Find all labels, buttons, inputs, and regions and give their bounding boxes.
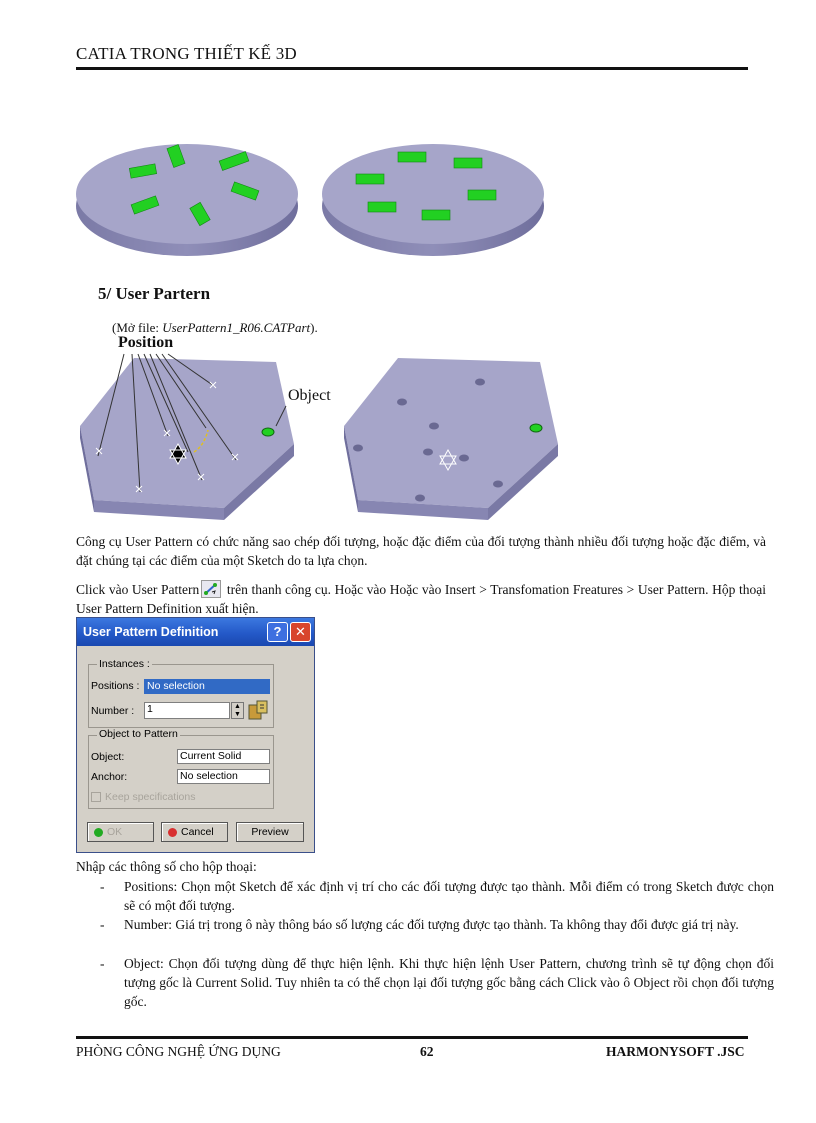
page-number: 62	[420, 1044, 434, 1059]
anchor-label: Anchor:	[91, 771, 128, 783]
paragraph-description: Công cụ User Pattern có chức năng sao chép đối tượng, hoặc đặc điểm của đối tượng thành nhiều đối tượng hoặc đặc điểm, và đặt chúng tại các điểm của một Sketch do ta lựa chọn.	[76, 534, 766, 568]
hexagon-left	[80, 354, 294, 520]
object-field[interactable]: Current Solid	[177, 749, 270, 764]
bullet-text: Positions: Chọn một Sketch để xác định vị trí cho các đối tượng được tạo thành. Mỗi điểm có trong Sketch được chọn sẽ có một đối tượng.	[124, 879, 774, 913]
bullet-positions	[100, 877, 774, 917]
help-button[interactable]: ?	[267, 622, 288, 642]
keep-spec-label: Keep specifications	[105, 791, 196, 803]
header-rule	[76, 67, 748, 70]
ok-icon	[94, 828, 103, 837]
preview-button[interactable]: Preview	[236, 822, 304, 842]
circular-pattern-figure	[76, 132, 616, 260]
anchor-field[interactable]: No selection	[177, 769, 270, 784]
paragraph-instructions	[76, 580, 766, 618]
close-button[interactable]: ✕	[290, 622, 311, 642]
number-field[interactable]: 1	[144, 702, 230, 719]
object-label: Object:	[91, 751, 125, 763]
number-label: Number :	[91, 705, 135, 717]
footer-right: HARMONYSOFT .JSC	[606, 1044, 745, 1059]
ok-label: OK	[107, 826, 123, 838]
instructions-before-icon: Click vào User Pattern	[76, 582, 200, 597]
bullet-text: Object: Chọn đối tượng dùng để thực hiện lệnh. Khi thực hiện lệnh User Pattern, chương trình sẽ tự động chọn đối tượng gốc là Current Solid. Tuy nhiên ta có thể chọn lại đối tượng gốc bằng cách Click vào ô Object rồi chọn đối tượng gốc.	[124, 956, 774, 1009]
footer-rule	[76, 1036, 748, 1039]
label-object: Object	[288, 387, 331, 404]
open-file-name: UserPattern1_R06.CATPart	[162, 320, 311, 335]
keep-spec-checkbox[interactable]	[91, 792, 101, 802]
ok-button[interactable]	[87, 822, 154, 842]
positions-label: Positions :	[91, 680, 140, 692]
footer-left: PHÒNG CÔNG NGHỆ ỨNG DỤNG	[76, 1044, 281, 1059]
instances-group-label: Instances :	[99, 658, 150, 670]
instructions-after-icon: trên thanh công cụ. Hoặc vào Hoặc vào Insert > Transfomation Freatures > User Pattern. Hộp thoại User Pattern Definition xuất hiện.	[76, 582, 766, 616]
spin-down-icon: ▼	[234, 711, 241, 718]
formula-icon[interactable]	[247, 699, 269, 721]
open-file-suffix: ).	[310, 320, 318, 335]
user-pattern-icon	[201, 580, 221, 598]
positions-field[interactable]: No selection	[144, 679, 270, 694]
bullet-dash: -	[100, 956, 105, 971]
open-file-prefix: (Mở file:	[112, 320, 163, 335]
dialog-title: User Pattern Definition	[77, 618, 314, 646]
bullet-dash: -	[100, 917, 105, 932]
hexagon-right	[344, 358, 558, 520]
spin-up-icon: ▲	[234, 703, 241, 710]
bullet-dash: -	[100, 879, 105, 894]
disc-left	[76, 144, 298, 256]
cancel-label: Cancel	[181, 826, 214, 838]
disc-right	[322, 144, 544, 256]
cancel-button[interactable]	[161, 822, 228, 842]
label-position: Position	[118, 334, 174, 351]
user-pattern-figure	[76, 340, 576, 532]
paragraph-parameters: Nhập các thông số cho hộp thoại:	[76, 859, 257, 874]
user-pattern-dialog	[76, 617, 315, 853]
bullet-object	[100, 954, 774, 1014]
number-spinner[interactable]	[231, 702, 244, 719]
header-title: CATIA TRONG THIẾT KẾ 3D	[76, 44, 297, 63]
section-title: 5/ User Partern	[98, 284, 211, 303]
object-group-label: Object to Pattern	[99, 728, 178, 740]
bullet-text: Number: Giá trị trong ô này thông báo số lượng các đối tượng được tạo thành. Ta không thay đổi được giá trị này.	[124, 917, 739, 932]
bullet-number	[100, 915, 768, 955]
cancel-icon	[168, 828, 177, 837]
